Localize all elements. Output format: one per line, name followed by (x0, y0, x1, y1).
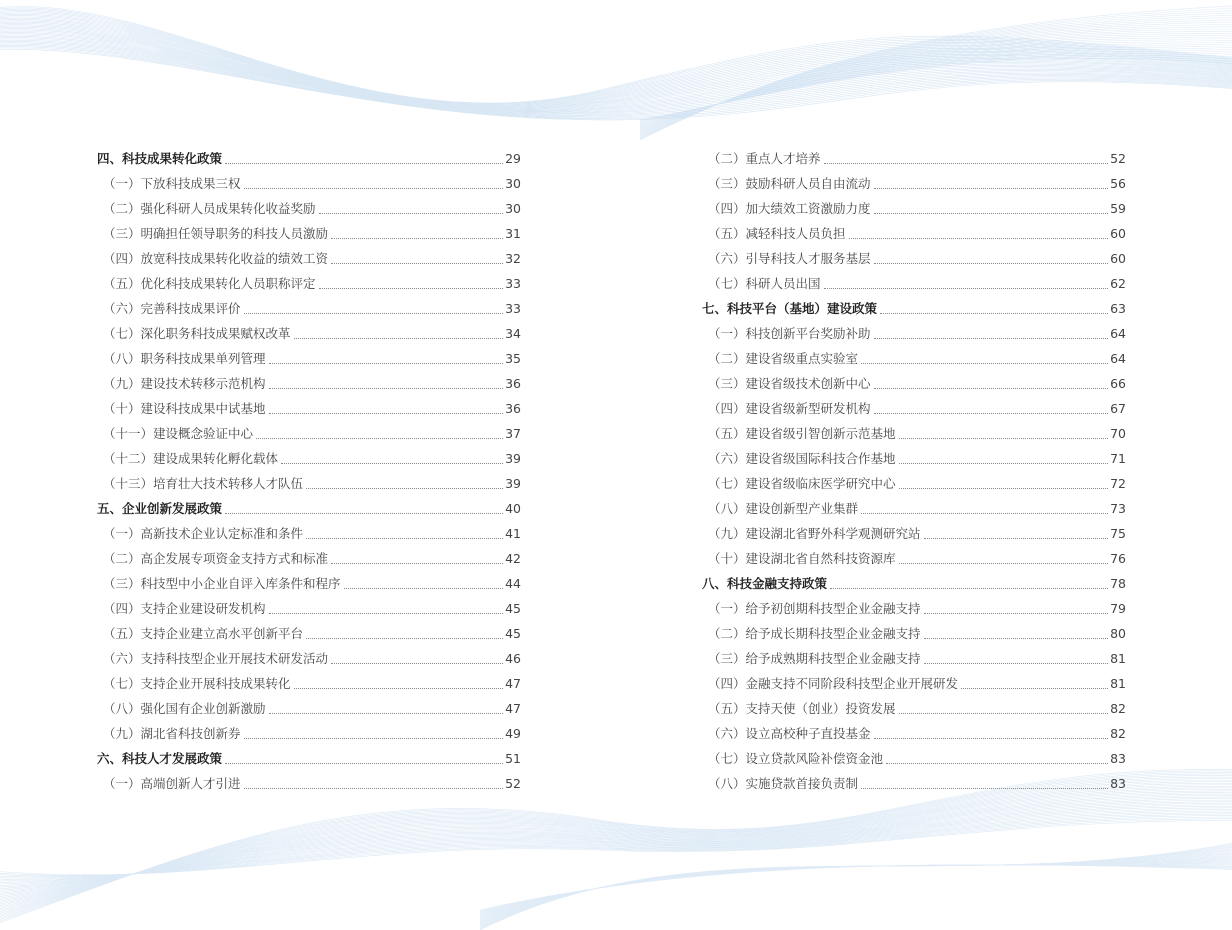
toc-entry-title: （七）建设省级临床医学研究中心 (708, 476, 896, 491)
toc-entry-page-number: 82 (1110, 726, 1126, 741)
dot-leader (306, 538, 503, 539)
dot-leader (874, 738, 1109, 739)
toc-entry-page-number: 32 (505, 251, 521, 266)
toc-entry-page-number: 83 (1110, 751, 1126, 766)
toc-entry[interactable] (702, 546, 1126, 571)
toc-entry[interactable] (97, 221, 521, 246)
toc-entry-title: （三）鼓励科研人员自由流动 (708, 176, 871, 191)
toc-entry-title: （八）实施贷款首接负责制 (708, 776, 859, 791)
dot-leader (306, 488, 503, 489)
toc-entry[interactable] (97, 196, 521, 221)
dot-leader (244, 738, 504, 739)
toc-entry[interactable] (97, 521, 521, 546)
dot-leader (331, 238, 503, 239)
dot-leader (924, 663, 1109, 664)
toc-entry[interactable] (702, 471, 1126, 496)
toc-entry[interactable] (97, 471, 521, 496)
toc-entry-page-number: 78 (1110, 576, 1126, 591)
toc-entry[interactable] (702, 371, 1126, 396)
toc-entry-title: （三）科技型中小企业自评入库条件和程序 (103, 576, 341, 591)
dot-leader (225, 763, 503, 764)
dot-leader (886, 763, 1108, 764)
toc-entry-title: 四、科技成果转化政策 (97, 151, 223, 166)
toc-entry[interactable] (97, 446, 521, 471)
toc-entry-title: （三）明确担任领导职务的科技人员激励 (103, 226, 329, 241)
toc-entry-page-number: 41 (505, 526, 521, 541)
toc-entry-page-number: 45 (505, 626, 521, 641)
toc-entry-page-number: 36 (505, 376, 521, 391)
toc-entry-title: （六）建设省级国际科技合作基地 (708, 451, 896, 466)
dot-leader (899, 563, 1109, 564)
dot-leader (306, 638, 503, 639)
dot-leader (924, 638, 1109, 639)
toc-entry-page-number: 52 (1110, 151, 1126, 166)
dot-leader (269, 363, 504, 364)
toc-entry-page-number: 42 (505, 551, 521, 566)
toc-entry[interactable] (702, 496, 1126, 521)
dot-leader (880, 313, 1108, 314)
toc-entry-page-number: 62 (1110, 276, 1126, 291)
toc-entry-title: （五）支持天使（创业）投资发展 (708, 701, 896, 716)
toc-entry[interactable] (702, 196, 1126, 221)
dot-leader (899, 488, 1109, 489)
toc-section-heading[interactable] (97, 746, 521, 771)
toc-entry-title: 七、科技平台（基地）建设政策 (702, 301, 878, 316)
toc-entry-page-number: 37 (505, 426, 521, 441)
dot-leader (331, 563, 503, 564)
toc-entry[interactable] (97, 396, 521, 421)
toc-entry-title: 六、科技人才发展政策 (97, 751, 223, 766)
dot-leader (899, 438, 1109, 439)
dot-leader (924, 613, 1109, 614)
toc-entry-page-number: 39 (505, 451, 521, 466)
toc-section-heading[interactable] (97, 496, 521, 521)
toc-entry[interactable] (97, 671, 521, 696)
dot-leader (244, 313, 504, 314)
toc-entry-title: （二）重点人才培养 (708, 151, 821, 166)
toc-entry[interactable] (97, 171, 521, 196)
toc-entry-page-number: 66 (1110, 376, 1126, 391)
toc-entry-title: （十）建设湖北省自然科技资源库 (708, 551, 896, 566)
toc-entry-page-number: 67 (1110, 401, 1126, 416)
dot-leader (924, 538, 1109, 539)
toc-section-heading[interactable] (702, 296, 1126, 321)
toc-entry[interactable] (97, 596, 521, 621)
toc-entry-title: （七）科研人员出国 (708, 276, 821, 291)
toc-entry-title: （七）设立贷款风险补偿资金池 (708, 751, 884, 766)
dot-leader (294, 688, 504, 689)
toc-entry-page-number: 51 (505, 751, 521, 766)
toc-entry[interactable] (97, 546, 521, 571)
toc-entry-page-number: 29 (505, 151, 521, 166)
toc-entry-page-number: 44 (505, 576, 521, 591)
dot-leader (874, 263, 1109, 264)
toc-entry-page-number: 40 (505, 501, 521, 516)
dot-leader (899, 463, 1109, 464)
toc-entry-title: （四）放宽科技成果转化收益的绩效工资 (103, 251, 329, 266)
toc-entry[interactable] (702, 621, 1126, 646)
toc-entry[interactable] (97, 246, 521, 271)
dot-leader (244, 188, 504, 189)
toc-entry-title: （四）金融支持不同阶段科技型企业开展研发 (708, 676, 959, 691)
toc-entry-page-number: 71 (1110, 451, 1126, 466)
toc-entry[interactable] (702, 696, 1126, 721)
toc-entry[interactable] (702, 396, 1126, 421)
toc-entry-page-number: 30 (505, 201, 521, 216)
toc-entry-title: （八）强化国有企业创新激励 (103, 701, 266, 716)
toc-column-left (97, 146, 521, 796)
toc-entry-page-number: 33 (505, 276, 521, 291)
toc-entry-page-number: 49 (505, 726, 521, 741)
toc-entry-title: （一）高端创新人才引进 (103, 776, 241, 791)
dot-leader (256, 438, 503, 439)
toc-entry-title: （四）加大绩效工资激励力度 (708, 201, 871, 216)
toc-entry[interactable] (97, 621, 521, 646)
toc-entry[interactable] (97, 571, 521, 596)
dot-leader (830, 588, 1108, 589)
dot-leader (281, 463, 503, 464)
toc-entry-page-number: 60 (1110, 226, 1126, 241)
dot-leader (861, 788, 1108, 789)
toc-entry-page-number: 52 (505, 776, 521, 791)
dot-leader (269, 713, 504, 714)
toc-entry[interactable] (702, 246, 1126, 271)
toc-entry[interactable] (97, 721, 521, 746)
toc-entry[interactable] (97, 346, 521, 371)
toc-entry[interactable] (97, 646, 521, 671)
toc-entry[interactable] (97, 771, 521, 796)
dot-leader (849, 238, 1109, 239)
toc-entry-title: （二）强化科研人员成果转化收益奖励 (103, 201, 316, 216)
toc-entry-title: （七）支持企业开展科技成果转化 (103, 676, 291, 691)
dot-leader (269, 613, 504, 614)
toc-entry-page-number: 60 (1110, 251, 1126, 266)
toc-entry-title: （一）科技创新平台奖励补助 (708, 326, 871, 341)
toc-entry-title: （六）设立高校种子直投基金 (708, 726, 871, 741)
toc-entry[interactable] (702, 146, 1126, 171)
toc-entry-page-number: 46 (505, 651, 521, 666)
toc-entry-title: （二）高企发展专项资金支持方式和标准 (103, 551, 329, 566)
toc-entry-page-number: 79 (1110, 601, 1126, 616)
toc-entry-page-number: 47 (505, 676, 521, 691)
toc-entry[interactable] (702, 771, 1126, 796)
toc-entry-title: （十二）建设成果转化孵化载体 (103, 451, 279, 466)
toc-entry-title: （四）建设省级新型研发机构 (708, 401, 871, 416)
toc-entry-page-number: 36 (505, 401, 521, 416)
dot-leader (874, 413, 1109, 414)
toc-entry[interactable] (702, 446, 1126, 471)
toc-entry-title: （八）职务科技成果单列管理 (103, 351, 266, 366)
toc-entry-title: （一）下放科技成果三权 (103, 176, 241, 191)
toc-entry-page-number: 76 (1110, 551, 1126, 566)
dot-leader (824, 163, 1109, 164)
toc-entry-title: （一）给予初创期科技型企业金融支持 (708, 601, 921, 616)
dot-leader (319, 288, 504, 289)
toc-entry[interactable] (97, 296, 521, 321)
toc-entry-page-number: 64 (1110, 351, 1126, 366)
dot-leader (294, 338, 504, 339)
toc-entry-title: （五）建设省级引智创新示范基地 (708, 426, 896, 441)
toc-entry-page-number: 47 (505, 701, 521, 716)
toc-entry-page-number: 75 (1110, 526, 1126, 541)
toc-entry-page-number: 30 (505, 176, 521, 191)
toc-entry[interactable] (702, 346, 1126, 371)
toc-entry-title: （八）建设创新型产业集群 (708, 501, 859, 516)
toc-entry[interactable] (702, 596, 1126, 621)
toc-entry-title: （七）深化职务科技成果赋权改革 (103, 326, 291, 341)
toc-section-heading[interactable] (97, 146, 521, 171)
toc-entry-page-number: 31 (505, 226, 521, 241)
toc-entry-page-number: 80 (1110, 626, 1126, 641)
dot-leader (874, 388, 1109, 389)
toc-entry-page-number: 81 (1110, 676, 1126, 691)
toc-entry-title: 八、科技金融支持政策 (702, 576, 828, 591)
toc-entry-title: （二）建设省级重点实验室 (708, 351, 859, 366)
toc-entry-page-number: 73 (1110, 501, 1126, 516)
toc-entry-title: （十）建设科技成果中试基地 (103, 401, 266, 416)
dot-leader (269, 388, 504, 389)
toc-section-heading[interactable] (702, 571, 1126, 596)
toc-entry[interactable] (702, 321, 1126, 346)
dot-leader (874, 338, 1109, 339)
toc-entry-page-number: 56 (1110, 176, 1126, 191)
toc-entry[interactable] (97, 321, 521, 346)
dot-leader (824, 288, 1109, 289)
dot-leader (269, 413, 504, 414)
toc-entry-title: （九）湖北省科技创新券 (103, 726, 241, 741)
toc-entry-title: （十一）建设概念验证中心 (103, 426, 254, 441)
toc-entry-title: （一）高新技术企业认定标准和条件 (103, 526, 304, 541)
toc-entry[interactable] (702, 746, 1126, 771)
toc-entry-title: （三）建设省级技术创新中心 (708, 376, 871, 391)
toc-entry-page-number: 33 (505, 301, 521, 316)
toc-entry-page-number: 63 (1110, 301, 1126, 316)
toc-entry-page-number: 64 (1110, 326, 1126, 341)
toc-entry-title: （三）给予成熟期科技型企业金融支持 (708, 651, 921, 666)
toc-entry-page-number: 39 (505, 476, 521, 491)
toc-entry[interactable] (702, 521, 1126, 546)
toc-entry-page-number: 72 (1110, 476, 1126, 491)
dot-leader (861, 363, 1108, 364)
toc-entry[interactable] (702, 671, 1126, 696)
toc-entry-page-number: 59 (1110, 201, 1126, 216)
toc-entry[interactable] (97, 271, 521, 296)
toc-entry-title: （十三）培育壮大技术转移人才队伍 (103, 476, 304, 491)
dot-leader (899, 713, 1109, 714)
dot-leader (344, 588, 504, 589)
toc-entry-title: （六）完善科技成果评价 (103, 301, 241, 316)
toc-entry-title: （四）支持企业建设研发机构 (103, 601, 266, 616)
dot-leader (319, 213, 504, 214)
dot-leader (861, 513, 1108, 514)
toc-entry-page-number: 45 (505, 601, 521, 616)
toc-entry[interactable] (97, 371, 521, 396)
dot-leader (225, 163, 503, 164)
toc-entry-title: （五）支持企业建立高水平创新平台 (103, 626, 304, 641)
dot-leader (331, 663, 503, 664)
toc-entry[interactable] (702, 646, 1126, 671)
dot-leader (874, 188, 1109, 189)
toc-entry-page-number: 81 (1110, 651, 1126, 666)
toc-entry[interactable] (97, 421, 521, 446)
toc-entry[interactable] (702, 721, 1126, 746)
dot-leader (331, 263, 503, 264)
toc-entry-page-number: 70 (1110, 426, 1126, 441)
toc-entry-title: （九）建设技术转移示范机构 (103, 376, 266, 391)
toc-entry[interactable] (702, 171, 1126, 196)
toc-entry[interactable] (97, 696, 521, 721)
toc-entry-page-number: 82 (1110, 701, 1126, 716)
toc-entry[interactable] (702, 271, 1126, 296)
toc-entry-title: （六）支持科技型企业开展技术研发活动 (103, 651, 329, 666)
toc-entry-title: （九）建设湖北省野外科学观测研究站 (708, 526, 921, 541)
toc-entry-title: （五）优化科技成果转化人员职称评定 (103, 276, 316, 291)
dot-leader (225, 513, 503, 514)
toc-column-right (702, 146, 1126, 796)
toc-entry-title: （六）引导科技人才服务基层 (708, 251, 871, 266)
dot-leader (961, 688, 1108, 689)
toc-entry-title: （二）给予成长期科技型企业金融支持 (708, 626, 921, 641)
toc-entry[interactable] (702, 221, 1126, 246)
toc-entry[interactable] (702, 421, 1126, 446)
toc-entry-page-number: 34 (505, 326, 521, 341)
dot-leader (244, 788, 504, 789)
toc-entry-title: 五、企业创新发展政策 (97, 501, 223, 516)
dot-leader (874, 213, 1109, 214)
toc-entry-page-number: 83 (1110, 776, 1126, 791)
toc-entry-title: （五）减轻科技人员负担 (708, 226, 846, 241)
toc-entry-page-number: 35 (505, 351, 521, 366)
